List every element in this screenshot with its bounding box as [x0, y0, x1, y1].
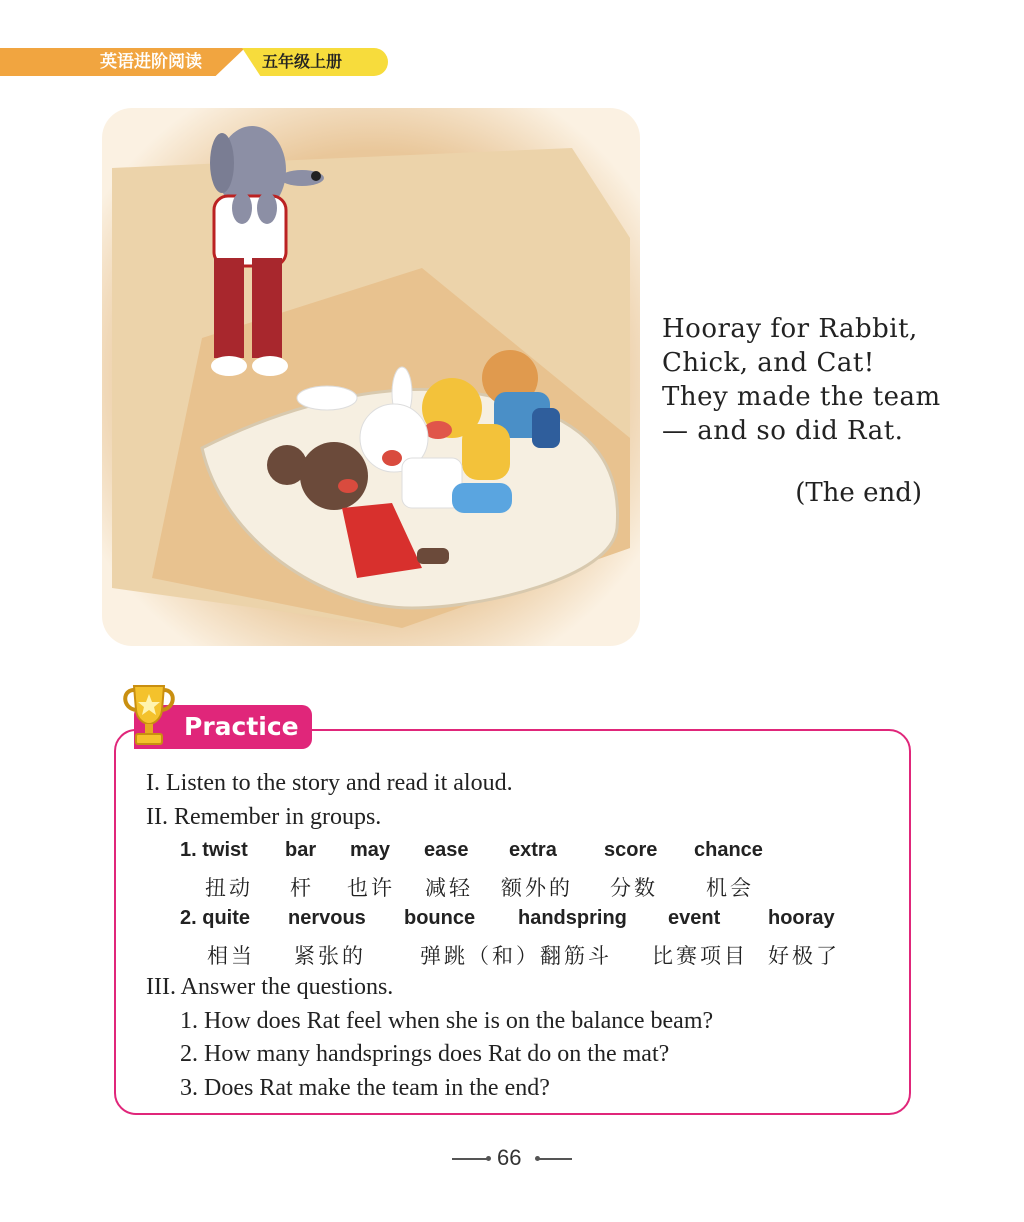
- vocab-meaning: 相当: [207, 944, 255, 968]
- vocab-meaning: 比赛项目: [652, 944, 748, 968]
- vocab-word: may: [350, 839, 391, 861]
- vocab-meaning: 扭动: [205, 876, 253, 900]
- practice-label: Practice: [184, 712, 299, 741]
- story-line: Hooray for Rabbit,: [662, 314, 918, 344]
- vocab-word: chance: [694, 839, 763, 861]
- vocab-word: nervous: [288, 907, 366, 929]
- vocab-meaning: 机会: [706, 876, 754, 900]
- story-text: [662, 312, 942, 448]
- vocab-meaning: 弹跳（和）翻筋斗: [420, 944, 612, 968]
- vocab-word: extra: [509, 839, 557, 861]
- section-3-heading: III. Answer the questions.: [146, 974, 394, 1000]
- vocab-word: bounce: [404, 907, 476, 929]
- story-line: They made the team: [662, 382, 941, 412]
- vocab-word: hooray: [768, 907, 835, 929]
- the-end-label: (The end): [795, 478, 922, 508]
- vocab-meaning: 杆: [290, 876, 314, 900]
- vocab-word: 2. quite: [180, 907, 251, 929]
- question-3: 3. Does Rat make the team in the end?: [180, 1075, 550, 1101]
- vocab-word: score: [604, 839, 658, 861]
- trophy-icon: [118, 680, 180, 748]
- vocab-meaning: 额外的: [501, 876, 573, 900]
- vocab-meaning: 也许: [347, 876, 395, 900]
- vocab-word: event: [668, 907, 721, 929]
- story-line: — and so did Rat.: [662, 416, 904, 446]
- vocab-word: 1. twist: [180, 839, 248, 861]
- question-1: 1. How does Rat feel when she is on the balance beam?: [180, 1008, 714, 1034]
- page-number: 66: [497, 1145, 522, 1170]
- page-number-rule-left: [452, 1158, 488, 1160]
- vocab-word: ease: [424, 839, 469, 861]
- vocab-meaning: 好极了: [768, 944, 840, 968]
- vocab-word: bar: [285, 839, 317, 861]
- vocab-word: handspring: [518, 907, 627, 929]
- book-title: 英语进阶阅读: [100, 52, 202, 72]
- story-line: Chick, and Cat!: [662, 348, 875, 378]
- section-2-heading: II. Remember in groups.: [146, 804, 382, 830]
- question-2: 2. How many handsprings does Rat do on the mat?: [180, 1041, 670, 1067]
- page-number-dot-left: [486, 1156, 491, 1161]
- grade-label: 五年级上册: [262, 52, 343, 71]
- page-number-rule-right: [538, 1158, 572, 1160]
- vocab-meaning: 分数: [610, 876, 658, 900]
- vocab-meaning: 紧张的: [294, 944, 366, 968]
- gymnastics-scene-illustration: [102, 108, 640, 646]
- vocab-meaning: 减轻: [425, 876, 473, 900]
- section-1-heading: I. Listen to the story and read it aloud.: [146, 770, 513, 796]
